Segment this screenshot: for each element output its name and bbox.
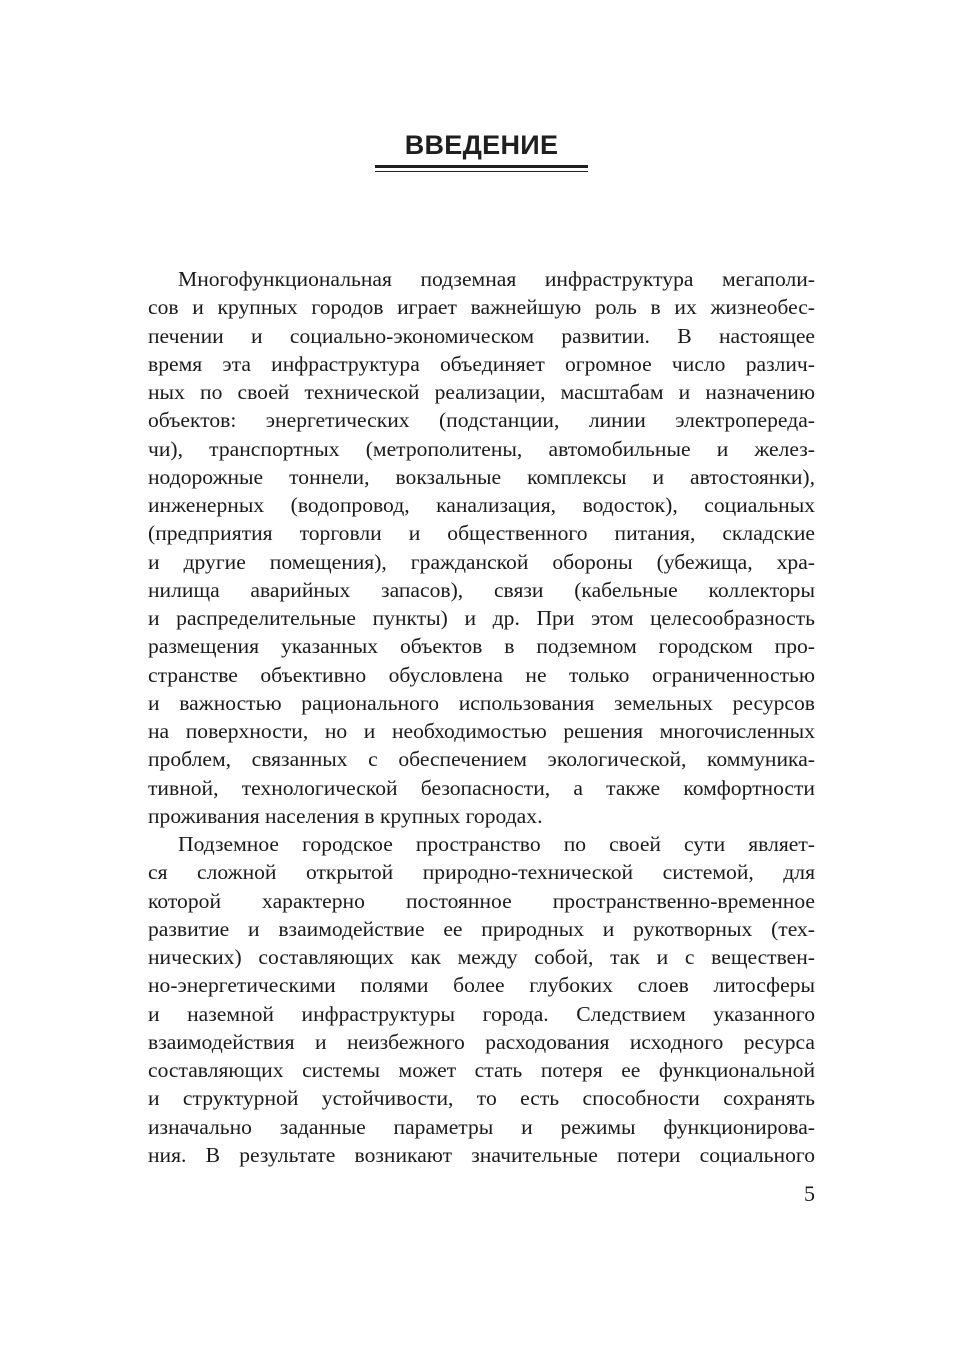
text-line: нических) составляющих как между собой, так и с веществен- [148, 945, 815, 969]
body-text [148, 265, 815, 1169]
text-line: проживания населения в крупных городах. [148, 803, 543, 828]
text-line: странстве объективно обусловлена не только ограниченностью [148, 662, 815, 687]
text-line: ных по своей технической реализации, масштабам и назначению [148, 380, 815, 404]
text-line: сов и крупных городов играет важнейшую роль в их жизнеобес- [148, 295, 815, 320]
text-line: чи), транспортных (метрополитены, автомобильные и желез- [148, 436, 815, 461]
text-line: тивной, технологической безопасности, а также комфортности [148, 775, 815, 800]
text-line: составляющих системы может стать потеря ее функциональной [148, 1058, 815, 1082]
text-line: нилища аварийных запасов), связи (кабельные коллекторы [148, 577, 815, 602]
text-line: нодорожные тоннели, вокзальные комплексы и автостоянки), [148, 464, 815, 489]
text-line: развитие и взаимодействие ее природных и рукотворных (тех- [148, 916, 815, 941]
text-line: и важностью рационального использования земельных ресурсов [148, 690, 815, 715]
text-line: изначально заданные параметры и режимы функционирова- [148, 1114, 815, 1139]
text-line: и наземной инфраструктуры города. Следствием указанного [148, 1001, 815, 1026]
text-line: и структурной устойчивости, то есть способности сохранять [148, 1086, 815, 1111]
text-line: и другие помещения), гражданской обороны (убежища, хра- [148, 549, 815, 574]
text-line: проблем, связанных с обеспечением экологической, коммуника- [148, 747, 815, 772]
text-line: которой характерно постоянное пространственно-временное [148, 888, 815, 913]
heading-underline-thin [375, 171, 588, 172]
text-line: инженерных (водопровод, канализация, водосток), социальных [148, 493, 815, 517]
text-line: (предприятия торговли и общественного питания, складские [148, 521, 815, 546]
paragraph [148, 830, 815, 1169]
text-line: но-энергетическими полями более глубоких слоев литосферы [148, 973, 815, 998]
text-line: объектов: энергетических (подстанции, линии электропереда- [148, 408, 815, 433]
text-line: размещения указанных объектов в подземном городском про- [148, 634, 815, 659]
text-line: на поверхности, но и необходимостью решения многочисленных [148, 719, 815, 743]
text-line: ния. В результате возникают значительные потери социального [148, 1142, 815, 1167]
text-line: Многофункциональная подземная инфраструктура мегаполи- [178, 267, 815, 291]
text-line: печении и социально-экономическом развитии. В настоящее [148, 323, 815, 348]
text-line: и распределительные пункты) и др. При этом целесообразность [148, 606, 815, 630]
text-line: взаимодействия и неизбежного расходования исходного ресурса [148, 1029, 815, 1054]
chapter-heading: ВВЕДЕНИЕ [404, 130, 559, 160]
text-line: ся сложной открытой природно-технической системой, для [148, 860, 815, 885]
paragraph [148, 265, 815, 830]
text-line: Подземное городское пространство по своей сути являет- [178, 832, 815, 856]
text-line: время эта инфраструктура объединяет огромное число различ- [148, 351, 815, 376]
heading-underline-thick [375, 165, 588, 168]
page-number: 5 [804, 1181, 815, 1206]
